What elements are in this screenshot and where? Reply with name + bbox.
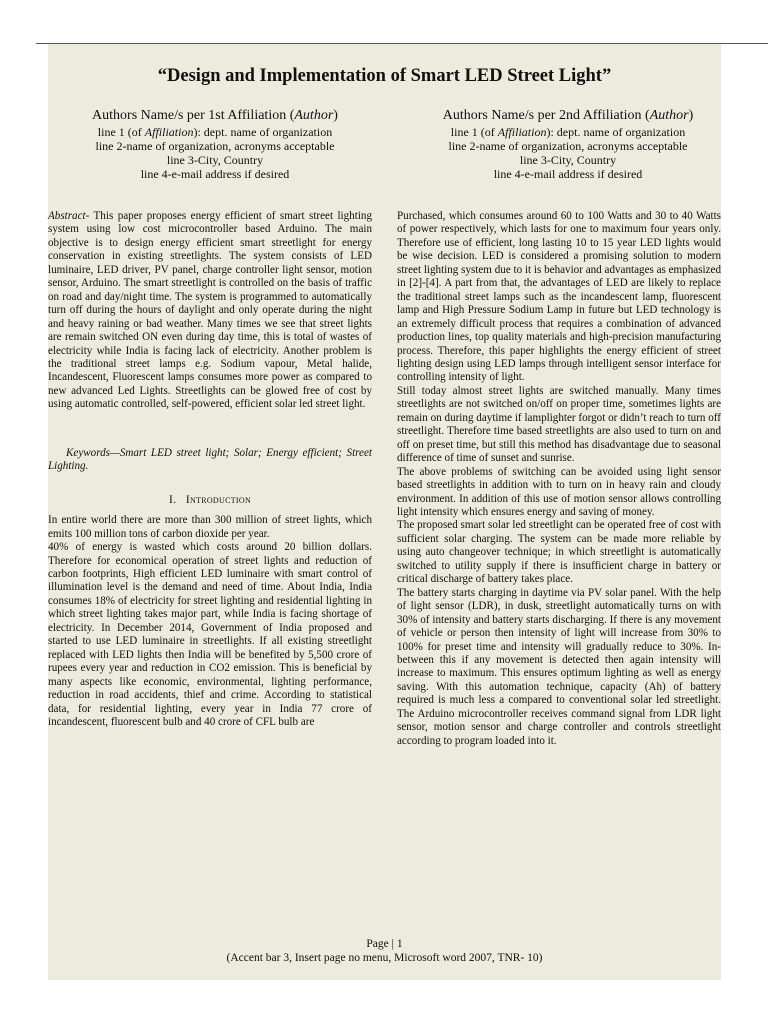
section-heading: I. Introduction (168, 493, 252, 506)
abstract (48, 210, 372, 412)
paragraph: The proposed smart solar led streetlight can be operated free of cost with sufficient solar charging. The system can be made more reliable by using auto changeover technique; in which streetlight is automatically switched to utility supply if there is insufficient charge in battery or critical discharge of battery takes place. (397, 519, 721, 586)
affiliation-line-4: line 4-e-mail address if desired (140, 167, 290, 181)
paragraph: In entire world there are more than 300 million of street lights, which emits 100 million tons of carbon dioxide per year. (48, 514, 372, 540)
abstract-text: This paper proposes energy efficient of smart street lighting system using low cost microcontroller based Arduino. The main objective is to design energy efficient smart streetlight for energy conservation in existing streetlights. The system consists of LED luminaire, LED driver, PV panel, charge controller light sensor, motion sensor, Arduino. The smart streetlight is controlled on the basis of traffic on road and day/night time. The system is programmed to automatically turn off during the hours of daylight and only operate during the night and heavy raining or bad weather. Many times we see that street lights are remain switched ON even during day time, this is total of wastes of electricity while India is facing lack of electricity. Another problem is the traditional street lamps e.g. Sodium vapour, Metal halide, Incandescent, Fluorescent lamps consumes more power as compared to new advanced Led Lights. Streetlights can be glowed free of cost by using automatic controlled, self-powered, efficient solar led street light. (48, 210, 372, 411)
paper-title: “Design and Implementation of Smart LED Street Light” (157, 66, 612, 86)
affiliation-line-3: line 3-City, Country (166, 153, 264, 167)
paragraph: The battery starts charging in daytime via PV solar panel. With the help of light sensor (LDR), in dusk, streetlight automatically turns on with 30% of intensity and battery starts discharging. If there is any movement of vehicle or person then intensity of light will increase from 30% to 100% for preset time and intensity will gradually reduce to 30%. In-between this if any movement is detected then again intensity will increase to maximum. This ensures optimum lighting as well as energy saving. With this automation technique, capacity (Ah) of battery required is much less a compared to conventional solar led streetlight. The Arduino microcontroller receives command signal from LDR light sensor, motion sensor and charge controller and controls streetlight according to program loaded into it. (397, 586, 721, 747)
footer-note: (Accent bar 3, Insert page no menu, Microsoft word 2007, TNR- 10) (226, 952, 543, 964)
paragraph: Purchased, which consumes around 60 to 100 Watts and 30 to 40 Watts of power respectively, which lasts for one to maximum four years only. Therefore use of efficient, long lasting 10 to 15 year LED lights would be wise decision. LED is considered a promising solution to modern street lighting system due to it is behavior and advantages as emphasized in [2]-[4]. A part from that, the advantages of LED are likely to replace the traditional street lamps such as the incandescent lamp, fluorescent lamp and High Pressure Sodium Lamp in future but LED technology is an extremely difficult process that requires a combination of advanced production lines, top quality materials and high-precision manufacturing process. Therefore, this paper highlights the energy efficient of street lighting design using LED lamps through intelligent sensor interface for controlling intensity of light. (397, 210, 721, 384)
affiliation-line-2: line 2-name of organization, acronyms acceptable (95, 139, 335, 153)
author-name: Authors Name/s per 2nd Affiliation (Author) (442, 108, 694, 123)
page-number: Page | 1 (366, 938, 403, 950)
abstract-label: Abstract- (48, 210, 90, 222)
keywords: Keywords—Smart LED street light; Solar; Energy efficient; Street Lighting. (48, 446, 372, 473)
author-name: Authors Name/s per 1st Affiliation (Author) (92, 108, 338, 123)
author-block-1 (65, 107, 365, 181)
affiliation-line-2: line 2-name of organization, acronyms acceptable (448, 139, 688, 153)
right-column (397, 210, 721, 748)
document-page (48, 44, 721, 980)
paragraph: The above problems of switching can be avoided using light sensor based streetlights in addition with to turn on in heavy rain and cloudy environment. In addition of this use of motion sensor allows controlling light intensity which ensures energy and saving of money. (397, 465, 721, 518)
affiliation-line-3: line 3-City, Country (519, 153, 617, 167)
affiliation-line-4: line 4-e-mail address if desired (493, 167, 643, 181)
affiliation-line-1: line 1 (of Affiliation): dept. name of organization (450, 125, 686, 139)
left-column (48, 210, 372, 729)
paragraph: 40% of energy is wasted which costs around 20 billion dollars. Therefore for economical operation of street lights and reduction of carbon footprints, High efficient LED luminaire with smart control of illumination level is the demand and need of time. About India, India consumes 18% of electricity for street lighting and residential lighting in which street lighting takes major part, while India is facing shortage of electricity. In December 2014, Government of India proposed and started to use LED luminaire in streetlights. If all existing streetlight replaced with LED lights then India will be benefited by 5,500 crore of rupees every year and reduction in CO2 emission. This is beneficial by many aspects like economic, environmental, lighting performance, reduction in road accidents, thief and crime. According to statistical data, for residential lighting, every year in India 77 crore of incandescent, fluorescent bulb and 40 crore of CFL bulb are (48, 541, 372, 728)
paragraph: Still today almost street lights are switched manually. Many times streetlights are not switched on/off on proper time, sometimes lights are remain on during daytime if lamplighter forgot or didn’t reach to turn off streetlight. Therefore time based streetlights are also used to turn on and off on preset time, but still this method has disadvantage due to seasonal difference of time of sunset and sunrise. (397, 384, 721, 465)
author-block-2 (418, 107, 718, 181)
affiliation-line-1: line 1 (of Affiliation): dept. name of organization (97, 125, 333, 139)
page-footer (48, 937, 721, 965)
